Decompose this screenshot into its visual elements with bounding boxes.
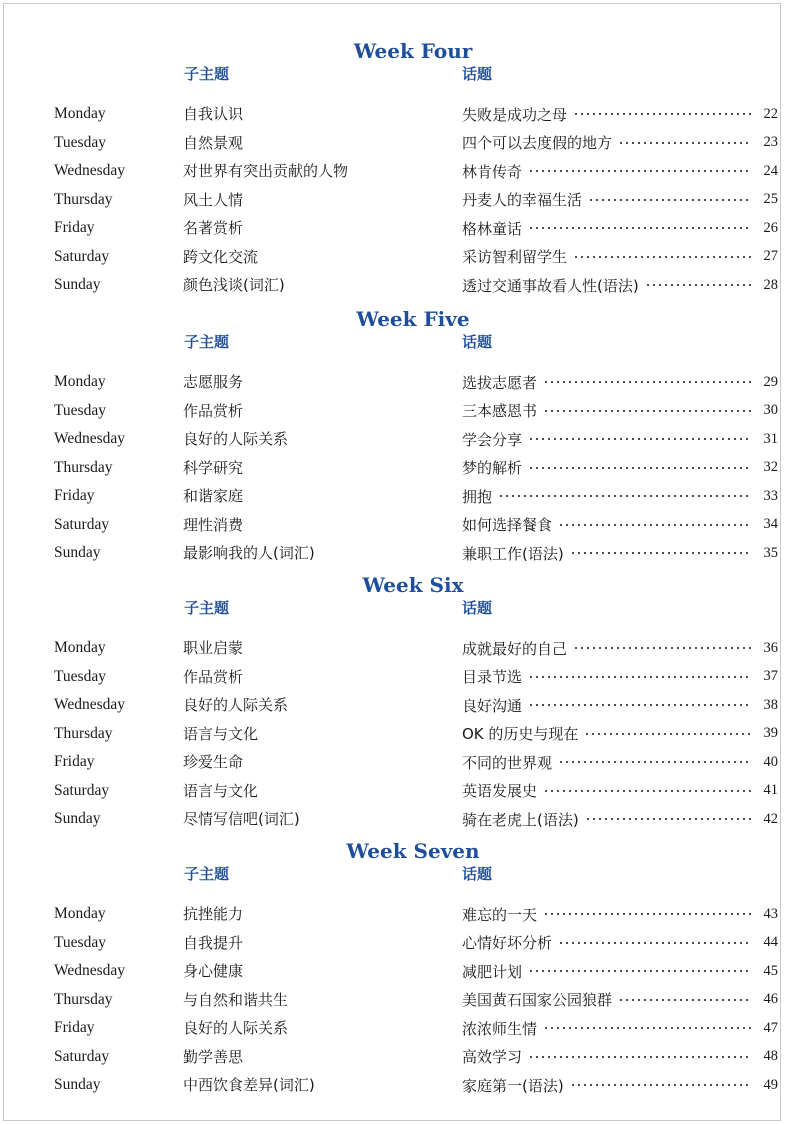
page-number: 44 [763, 934, 778, 950]
dot-leader [528, 964, 752, 978]
dot-leader [584, 727, 752, 741]
toc-row [0, 511, 786, 539]
subtheme-text: 自然景观 [183, 133, 244, 152]
topic-text: 四个可以去度假的地方 [462, 134, 613, 152]
topic-text: 梦的解析 [462, 459, 523, 477]
subtheme-text: 名著赏析 [183, 219, 244, 237]
subtheme-text: 科学研究 [183, 458, 244, 477]
dot-leader [570, 1078, 752, 1092]
topic-text: 高效学习 [462, 1048, 523, 1066]
subtheme-text: 作品赏析 [183, 667, 244, 686]
subtheme-text: 最影响我的人(词汇) [183, 544, 315, 562]
day-label: Monday [54, 373, 106, 390]
page-number: 26 [763, 219, 778, 236]
page-number: 30 [763, 402, 778, 418]
topic-text: 林肯传奇 [462, 162, 523, 181]
subtheme-text: 中西饮食差异(词汇) [183, 1076, 315, 1094]
day-label: Sunday [54, 1076, 101, 1093]
toc-row [0, 691, 786, 719]
topic-header: 话题 [462, 599, 493, 617]
subtheme-text: 自我认识 [183, 105, 244, 123]
dot-leader [528, 461, 752, 475]
subtheme-text: 语言与文化 [183, 781, 259, 800]
topic-text: 难忘的一天 [462, 905, 538, 924]
topic-text: 透过交通事故看人性(语法) [462, 276, 639, 295]
day-label: Friday [54, 487, 95, 504]
topic-entry[interactable] [462, 957, 778, 985]
toc-row [0, 986, 786, 1014]
topic-entry[interactable] [462, 1043, 778, 1071]
day-label: Saturday [54, 515, 110, 533]
dot-leader [573, 641, 752, 655]
toc-row [0, 271, 786, 299]
toc-row [0, 186, 786, 214]
topic-entry[interactable] [462, 777, 778, 805]
page-number: 43 [763, 905, 778, 922]
subtheme-text: 与自然和谐共生 [183, 990, 289, 1009]
subtheme-text: 志愿服务 [183, 373, 244, 391]
topic-entry[interactable] [462, 748, 778, 776]
subtheme-text: 自我提升 [183, 933, 244, 952]
day-label: Tuesday [54, 133, 106, 151]
topic-entry[interactable] [462, 1014, 778, 1042]
subtheme-text: 职业启蒙 [183, 639, 244, 657]
topic-entry[interactable] [462, 482, 778, 510]
topic-entry[interactable] [462, 425, 778, 453]
day-label: Saturday [54, 781, 110, 799]
dot-leader [558, 936, 752, 950]
day-label: Thursday [54, 190, 113, 208]
week-title: Week Six [362, 573, 464, 597]
topic-text: OK 的历史与现在 [462, 725, 579, 743]
dot-leader [528, 432, 752, 446]
day-label: Monday [54, 905, 106, 922]
page-number: 27 [763, 248, 778, 264]
page-number: 23 [763, 134, 778, 150]
dot-leader [618, 993, 752, 1007]
subtheme-text: 良好的人际关系 [183, 430, 289, 448]
toc-row [0, 539, 786, 567]
toc-row [0, 663, 786, 691]
dot-leader [498, 489, 752, 503]
toc-row [0, 129, 786, 157]
topic-entry[interactable] [462, 663, 778, 691]
topic-text: 选拔志愿者 [462, 373, 538, 392]
day-label: Saturday [54, 247, 110, 265]
toc-row [0, 425, 786, 453]
toc-row [0, 157, 786, 185]
topic-text: 不同的世界观 [462, 753, 553, 772]
day-label: Friday [54, 1019, 95, 1036]
topic-text: 三本感恩书 [462, 402, 538, 420]
page-number: 40 [763, 753, 778, 770]
day-label: Wednesday [54, 962, 126, 979]
topic-header: 话题 [462, 865, 493, 883]
dot-leader [543, 375, 752, 389]
toc-row [0, 1071, 786, 1099]
topic-text: 成就最好的自己 [462, 639, 568, 658]
topic-entry[interactable] [462, 186, 778, 214]
day-label: Thursday [54, 724, 113, 742]
topic-entry[interactable] [462, 100, 778, 128]
toc-row [0, 805, 786, 833]
toc-row [0, 900, 786, 928]
day-label: Sunday [54, 810, 101, 827]
page-number: 35 [763, 544, 778, 561]
toc-row [0, 1043, 786, 1071]
dot-leader [573, 250, 752, 264]
page-number: 45 [763, 962, 778, 979]
week-title: Week Five [356, 307, 470, 331]
subtheme-text: 尽情写信吧(词汇) [183, 810, 300, 828]
subtheme-text: 良好的人际关系 [183, 1019, 289, 1037]
page-number: 48 [763, 1048, 778, 1064]
subtheme-text: 颜色浅谈(词汇) [183, 276, 285, 294]
page-number: 24 [763, 162, 778, 179]
page-number: 49 [763, 1076, 778, 1093]
day-label: Tuesday [54, 667, 106, 685]
toc-row [0, 454, 786, 482]
toc-row [0, 957, 786, 985]
dot-leader [543, 907, 752, 921]
subtheme-text: 跨文化交流 [183, 247, 259, 266]
subtheme-text: 珍爱生命 [183, 753, 244, 771]
day-label: Tuesday [54, 401, 106, 419]
week-title: Week Four [353, 39, 473, 63]
subtheme-text: 良好的人际关系 [183, 696, 289, 714]
day-label: Saturday [54, 1047, 110, 1065]
page-number: 29 [763, 373, 778, 390]
day-label: Friday [54, 219, 95, 236]
page-number: 41 [763, 782, 778, 798]
page-number: 38 [763, 696, 778, 713]
day-label: Tuesday [54, 933, 106, 951]
topic-text: 家庭第一(语法) [462, 1076, 564, 1095]
topic-entry[interactable] [462, 397, 778, 425]
day-label: Monday [54, 639, 106, 656]
page-number: 28 [763, 276, 778, 293]
toc-row [0, 482, 786, 510]
topic-text: 良好沟通 [462, 696, 523, 715]
toc-row [0, 1014, 786, 1042]
topic-header: 话题 [462, 333, 493, 351]
topic-text: 骑在老虎上(语法) [462, 810, 579, 829]
subtheme-text: 和谐家庭 [183, 487, 244, 505]
page-number: 22 [763, 105, 778, 122]
subtheme-header: 子主题 [184, 599, 230, 617]
topic-entry[interactable] [462, 986, 778, 1014]
page-number: 33 [763, 487, 778, 504]
dot-leader [528, 670, 752, 684]
toc-row [0, 243, 786, 271]
toc-row [0, 748, 786, 776]
day-label: Friday [54, 753, 95, 770]
topic-text: 减肥计划 [462, 962, 523, 981]
subtheme-text: 语言与文化 [183, 724, 259, 743]
topic-text: 英语发展史 [462, 782, 538, 800]
toc-row [0, 368, 786, 396]
topic-text: 心情好坏分析 [462, 934, 553, 952]
page-number: 36 [763, 639, 778, 656]
topic-text: 拥抱 [462, 487, 493, 506]
page-number: 31 [763, 430, 778, 447]
week-title: Week Seven [346, 839, 480, 863]
topic-entry[interactable] [462, 271, 778, 299]
dot-leader [573, 107, 752, 121]
subtheme-text: 作品赏析 [183, 401, 244, 420]
topic-text: 如何选择餐食 [462, 516, 553, 534]
topic-text: 美国黄石国家公园狼群 [462, 991, 613, 1009]
dot-leader [558, 755, 752, 769]
day-label: Thursday [54, 990, 113, 1008]
day-label: Monday [54, 105, 106, 122]
topic-text: 兼职工作(语法) [462, 544, 564, 563]
dot-leader [543, 784, 752, 798]
toc-row [0, 777, 786, 805]
dot-leader [528, 164, 752, 178]
topic-entry[interactable] [462, 454, 778, 482]
topic-entry[interactable] [462, 368, 778, 396]
dot-leader [585, 812, 752, 826]
subtheme-header: 子主题 [184, 865, 230, 883]
subtheme-text: 勤学善思 [183, 1047, 244, 1066]
topic-text: 浓浓师生情 [462, 1019, 538, 1038]
page-number: 46 [763, 991, 778, 1007]
topic-entry[interactable] [462, 511, 778, 539]
page-number: 34 [763, 516, 778, 532]
toc-row [0, 634, 786, 662]
day-label: Wednesday [54, 162, 126, 179]
topic-entry[interactable] [462, 214, 778, 242]
dot-leader [588, 193, 752, 207]
day-label: Sunday [54, 276, 101, 293]
subtheme-header: 子主题 [184, 333, 230, 351]
dot-leader [528, 698, 752, 712]
topic-text: 失败是成功之母 [462, 105, 568, 124]
dot-leader [528, 1050, 752, 1064]
topic-entry[interactable] [462, 157, 778, 185]
topic-entry[interactable] [462, 539, 778, 567]
toc-row [0, 397, 786, 425]
day-label: Wednesday [54, 696, 126, 713]
day-label: Thursday [54, 458, 113, 476]
dot-leader [618, 136, 752, 150]
page-number: 39 [763, 725, 778, 741]
subtheme-header: 子主题 [184, 65, 230, 83]
topic-entry[interactable] [462, 805, 778, 833]
topic-entry[interactable] [462, 1071, 778, 1099]
day-label: Wednesday [54, 430, 126, 447]
subtheme-text: 风土人情 [183, 190, 244, 209]
page-number: 47 [763, 1019, 778, 1036]
subtheme-text: 身心健康 [183, 962, 244, 980]
toc-row [0, 720, 786, 748]
topic-text: 采访智利留学生 [462, 248, 568, 266]
dot-leader [543, 404, 752, 418]
topic-text: 格林童话 [462, 219, 523, 238]
topic-text: 学会分享 [462, 430, 523, 449]
dot-leader [528, 221, 752, 235]
topic-entry[interactable] [462, 720, 778, 748]
topic-entry[interactable] [462, 634, 778, 662]
page-number: 25 [763, 191, 778, 207]
topic-text: 丹麦人的幸福生活 [462, 191, 583, 209]
dot-leader [645, 278, 752, 292]
topic-entry[interactable] [462, 129, 778, 157]
dot-leader [570, 546, 752, 560]
topic-entry[interactable] [462, 243, 778, 271]
subtheme-text: 理性消费 [183, 515, 244, 534]
toc-row [0, 100, 786, 128]
page-number: 42 [763, 810, 778, 827]
dot-leader [558, 518, 752, 532]
topic-entry[interactable] [462, 691, 778, 719]
page-number: 32 [763, 459, 778, 475]
topic-entry[interactable] [462, 929, 778, 957]
toc-row [0, 929, 786, 957]
toc-row [0, 214, 786, 242]
topic-header: 话题 [462, 65, 493, 83]
dot-leader [543, 1021, 752, 1035]
day-label: Sunday [54, 544, 101, 561]
page-number: 37 [763, 668, 778, 684]
topic-entry[interactable] [462, 900, 778, 928]
topic-text: 目录节选 [462, 668, 523, 686]
subtheme-text: 对世界有突出贡献的人物 [183, 162, 349, 180]
subtheme-text: 抗挫能力 [183, 905, 244, 923]
